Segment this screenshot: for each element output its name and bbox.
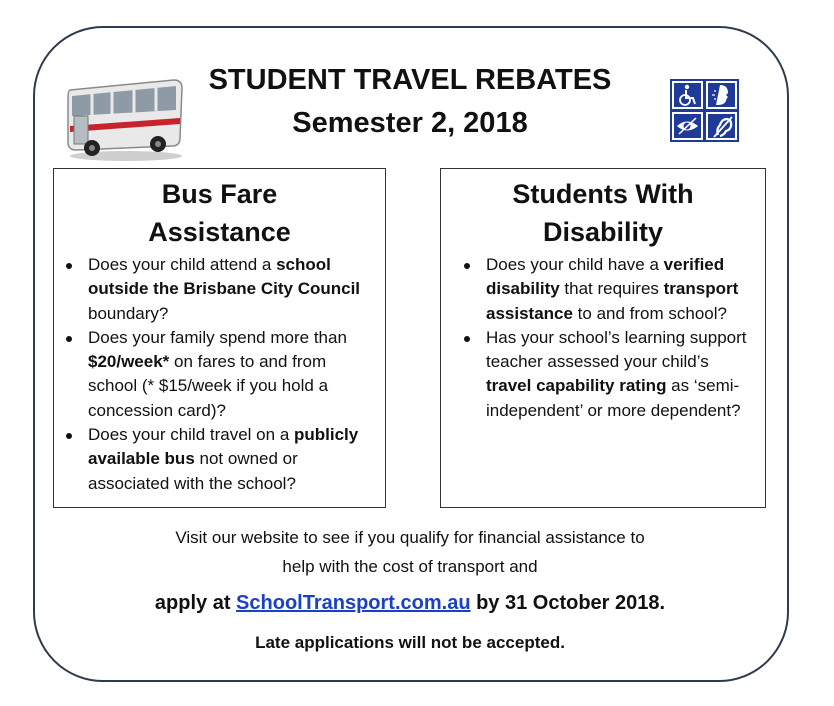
list-item: Does your child have a verified disability that requires transport assistance to and from school?: [486, 253, 765, 326]
late-applications-notice: Late applications will not be accepted.: [255, 633, 565, 652]
accessibility-symbols-icon: [670, 79, 739, 142]
page-title: STUDENT TRAVEL REBATES: [208, 64, 612, 96]
visit-line1: Visit our website to see if you qualify for financial assistance to: [175, 528, 645, 547]
bus-fare-heading-line1: Bus Fare: [161, 179, 278, 209]
website-link[interactable]: SchoolTransport.com.au: [236, 592, 471, 614]
apply-text: [60, 588, 760, 618]
disability-heading: [441, 169, 765, 251]
list-item: Does your child travel on a publicly available bus not owned or associated with the school?: [88, 423, 385, 496]
page-subtitle: Semester 2, 2018: [292, 107, 528, 139]
students-with-disability-box: [440, 168, 766, 508]
list-item: Has your school’s learning support teacher assessed your child’s travel capability rating as ‘semi-independent’ or more dependent?: [486, 326, 765, 423]
bus-fare-heading-line2: Assistance: [148, 217, 291, 247]
disability-heading-line2: Disability: [542, 217, 664, 247]
disability-heading-line1: Students With: [512, 179, 694, 209]
apply-prefix: apply at: [154, 592, 237, 614]
bus-fare-assistance-box: [53, 168, 386, 508]
apply-suffix: by 31 October 2018.: [470, 592, 666, 614]
visit-text: [80, 523, 740, 581]
bus-fare-list: [54, 253, 385, 496]
disability-list: [441, 253, 765, 423]
visit-line2: help with the cost of transport and: [282, 557, 538, 576]
bus-fare-heading: [54, 169, 385, 251]
list-item: Does your child attend a school outside the Brisbane City Council boundary?: [88, 253, 385, 326]
list-item: Does your family spend more than $20/week* on fares to and from school (* $15/week if you hold a concession card)?: [88, 326, 385, 423]
